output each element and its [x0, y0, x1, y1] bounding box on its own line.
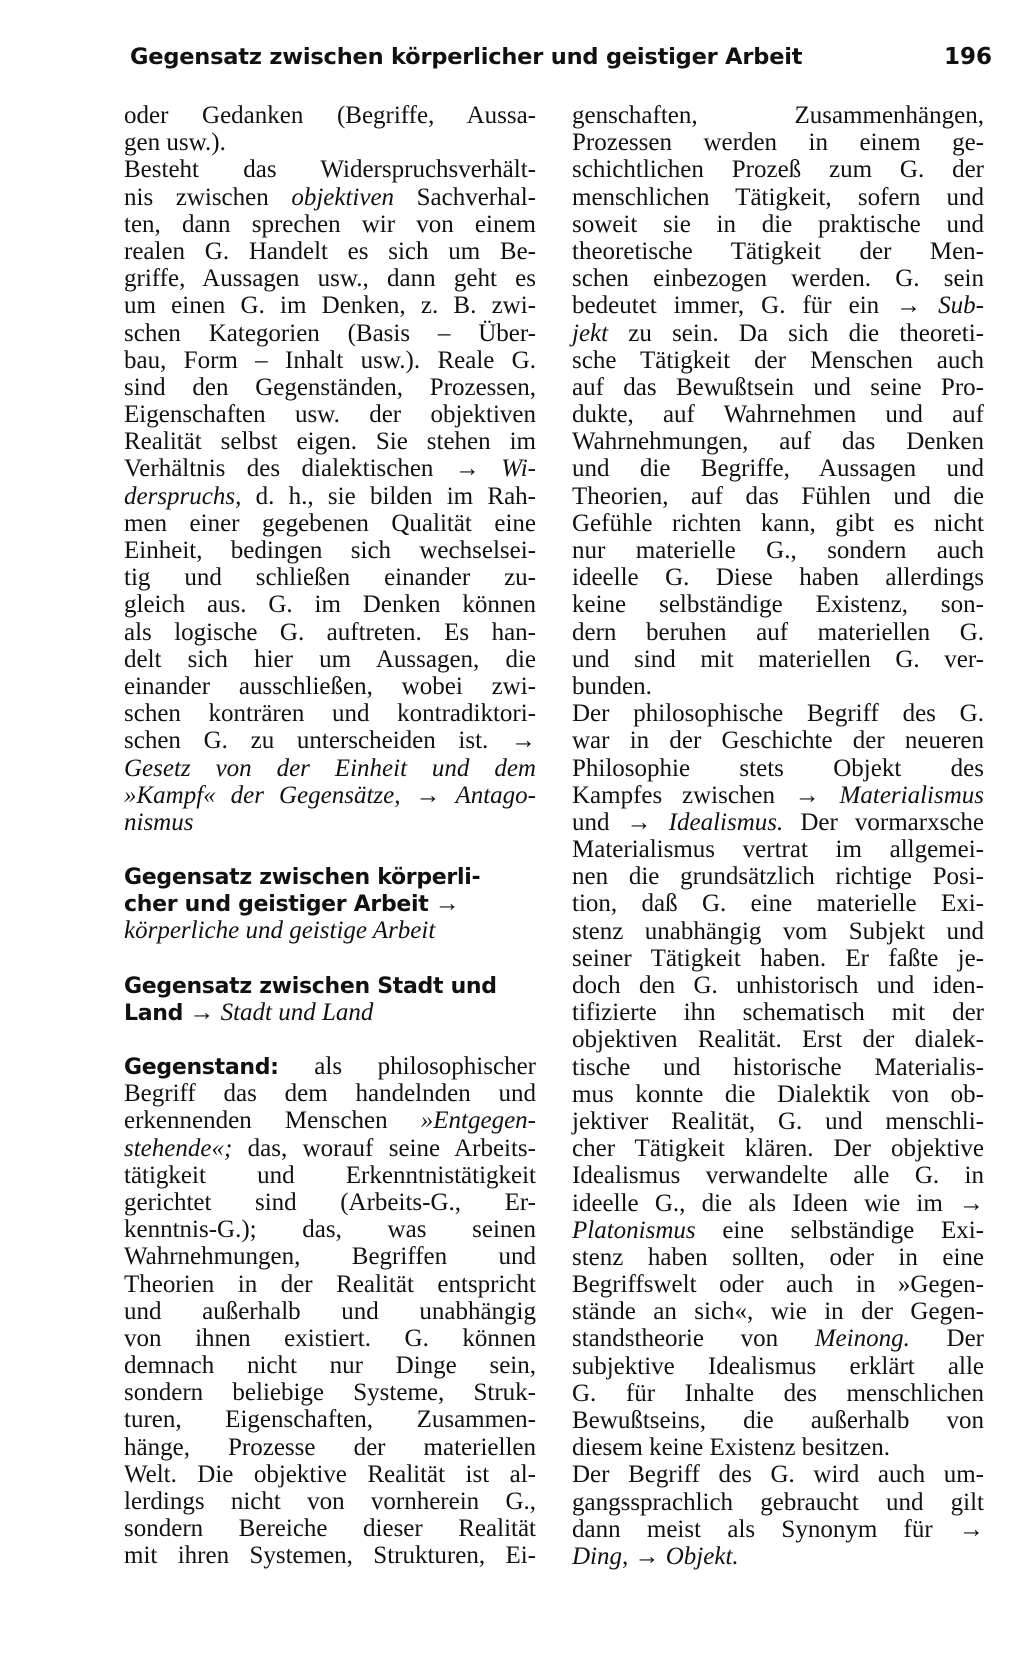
text-line: gangssprachlich gebraucht und gilt [572, 1488, 984, 1516]
entry-gap [124, 1026, 536, 1053]
text-line: Begriffswelt oder auch in »Gegen- [572, 1271, 984, 1299]
text-line: gerichtet sind (Arbeits-G., Er- [124, 1188, 536, 1216]
text-line: tische und historische Materialis- [572, 1053, 984, 1081]
text-line: nismus [124, 808, 194, 836]
text-line: stehende«; das, worauf seine Arbeits- [124, 1134, 536, 1162]
page-number: 196 [943, 44, 992, 70]
text-line: Einheit, bedingen sich wechselsei- [124, 537, 536, 564]
text-line: auf das Bewußtsein und seine Pro- [572, 373, 984, 401]
text-line: Prozessen werden in einem ge- [572, 129, 984, 157]
entry-headword [124, 863, 536, 890]
text-line: standstheorie von Meinong. Der [572, 1325, 984, 1353]
text-line: und außerhalb und unabhängig [124, 1297, 536, 1325]
text-line: Wahrnehmungen, auf das Denken [572, 428, 984, 456]
text-line: Realität selbst eigen. Sie stehen im [124, 428, 536, 456]
text-line: Gefühle richten kann, gibt es nicht [572, 509, 984, 537]
text-line: G. für Inhalte des menschlichen [572, 1379, 984, 1407]
text-line: derspruchs, d. h., sie bilden im Rah- [124, 482, 536, 510]
entry-headword [124, 972, 536, 999]
text-line: delt sich hier um Aussagen, die [124, 645, 536, 673]
text-line: bedeutet immer, G. für ein → Sub- [572, 292, 984, 320]
text-line: sche Tätigkeit der Menschen auch [572, 346, 984, 374]
text-line: Theorien, auf das Fühlen und die [572, 482, 984, 510]
cross-reference-link[interactable]: körperliche und geistige Arbeit [124, 917, 436, 945]
text-line: Ding, → Objekt. [572, 1542, 739, 1570]
headword-text: cher und geistiger Arbeit [124, 892, 429, 918]
text-line: Der philosophische Begriff des G. [572, 700, 984, 728]
text-line: tifizierte ihn schematisch mit der [572, 999, 984, 1027]
entry-headword-cont [124, 890, 536, 917]
entry-headword [124, 1053, 536, 1080]
text-line: sind den Gegenständen, Prozessen, [124, 373, 536, 401]
text-line: stenz unabhängig vom Subjekt und [572, 917, 984, 945]
text-line: Kampfes zwischen → Materialismus [572, 781, 984, 809]
text-line: lerdings nicht von vornherein G., [124, 1488, 536, 1515]
text-line: schen konträren und kontradiktori- [124, 700, 536, 728]
arrow-icon: → [189, 998, 215, 1026]
text-line: tätigkeit und Erkenntnistätigkeit [124, 1161, 536, 1189]
text-line: ten, dann sprechen wir von einem [124, 210, 536, 238]
text-line: um einen G. im Denken, z. B. zwi- [124, 292, 536, 320]
text-line: bau, Form – Inhalt usw.). Reale G. [124, 346, 536, 374]
text-line: Philosophie stets Objekt des [572, 754, 984, 782]
text-line: genschaften, Zusammenhängen, [572, 102, 984, 129]
text-line: dern beruhen auf materiellen G. [572, 618, 984, 646]
text-line: soweit sie in die praktische und [572, 210, 984, 238]
left-column [124, 102, 536, 1570]
text-line: und die Begriffe, Aussagen und [572, 455, 984, 483]
text-line: jekt zu sein. Da sich die theoreti- [572, 319, 984, 347]
text-line: kenntnis-G.); das, was seinen [124, 1216, 536, 1244]
text-line: Besteht das Widerspruchsverhält- [124, 156, 536, 184]
text-line: keine selbständige Existenz, son- [572, 591, 984, 619]
text-line: schen Kategorien (Basis – Über- [124, 319, 536, 347]
text-line: ideelle G., die als Ideen wie im → [572, 1189, 984, 1217]
entry-headword-cont [124, 999, 536, 1026]
text-line: gleich aus. G. im Denken können [124, 591, 536, 619]
text-line: oder Gedanken (Begriffe, Aussa- [124, 102, 536, 129]
text-fragment: als philosophischer [314, 1053, 536, 1080]
headword-text: Land [124, 1000, 184, 1026]
text-line: turen, Eigenschaften, Zusammen- [124, 1406, 536, 1434]
entry-gap [124, 836, 536, 863]
text-line: diesem keine Existenz besitzen. [572, 1434, 890, 1462]
text-line: von ihnen existiert. G. können [124, 1324, 536, 1352]
headword-text: Gegensatz zwischen Stadt und [124, 973, 497, 999]
headword-text: Gegenstand: [124, 1055, 279, 1080]
text-line: Gesetz von der Einheit und dem [124, 754, 536, 782]
headword-text: Gegensatz zwischen körperli- [124, 865, 481, 891]
text-line: schen G. zu unterscheiden ist. → [124, 727, 536, 755]
entry-gap [124, 945, 536, 972]
text-line: jektiver Realität, G. und menschli- [572, 1107, 984, 1135]
text-line: und sind mit materiellen G. ver- [572, 645, 984, 673]
text-line: Begriff das dem handelnden und [124, 1080, 536, 1108]
text-line: ideelle G. Diese haben allerdings [572, 564, 984, 592]
text-line: Bewußtseins, die außerhalb von [572, 1407, 984, 1434]
text-line: erkennenden Menschen »Entgegen- [124, 1107, 536, 1135]
text-line: demnach nicht nur Dinge sein, [124, 1352, 536, 1380]
running-title: Gegensatz zwischen körperlicher und geistiger Arbeit [130, 44, 803, 70]
text-line: dukte, auf Wahrnehmen und auf [572, 401, 984, 429]
text-line: Der Begriff des G. wird auch um- [572, 1461, 984, 1489]
text-line: tig und schließen einander zu- [124, 564, 536, 592]
text-line: und → Idealismus. Der vormarxsche [572, 808, 985, 836]
text-line: dann meist als Synonym für → [572, 1515, 984, 1543]
text-line: menschlichen Tätigkeit, sofern und [572, 183, 984, 211]
text-line: mit ihren Systemen, Strukturen, Ei- [124, 1542, 536, 1570]
text-line: war in der Geschichte der neueren [572, 727, 984, 755]
text-line: seiner Tätigkeit haben. Er faßte je- [572, 944, 984, 972]
entry-reference-line [124, 917, 536, 944]
text-line: Materialismus vertrat im allgemei- [572, 836, 984, 864]
text-line: schichtlichen Prozeß zum G. der [572, 156, 984, 184]
text-line: men einer gegebenen Qualität eine [124, 509, 536, 537]
text-line: Welt. Die objektive Realität ist al- [124, 1460, 536, 1488]
text-line: schen einbezogen werden. G. sein [572, 265, 984, 293]
text-line: Wahrnehmungen, Begriffen und [124, 1243, 536, 1271]
text-line: realen G. Handelt es sich um Be- [124, 237, 536, 265]
text-line: doch den G. unhistorisch und iden- [572, 972, 984, 999]
text-line: Verhältnis des dialektischen → Wi- [124, 455, 536, 483]
text-line: sondern beliebige Systeme, Struk- [124, 1379, 536, 1407]
text-line: als logische G. auftreten. Es han- [124, 618, 536, 646]
text-line: stände an sich«, wie in der Gegen- [572, 1298, 984, 1326]
text-line: nen die grundsätzlich richtige Posi- [572, 863, 984, 891]
text-line: stenz haben sollten, oder in eine [572, 1243, 984, 1271]
text-line: »Kampf« der Gegensätze, → Antago- [124, 781, 537, 809]
text-line: subjektive Idealismus erklärt alle [572, 1352, 984, 1380]
text-line: Theorien in der Realität entspricht [124, 1270, 536, 1298]
text-line: sondern Bereiche dieser Realität [124, 1515, 536, 1543]
text-line: bunden. [572, 672, 652, 700]
text-line: Idealismus verwandelte alle G. in [572, 1162, 984, 1190]
right-column [572, 102, 984, 1570]
text-line: hänge, Prozesse der materiellen [124, 1433, 536, 1461]
text-line: theoretische Tätigkeit der Men- [572, 237, 984, 265]
arrow-icon: → [434, 890, 460, 918]
running-header [130, 44, 992, 80]
text-line: objektiven Realität. Erst der dialek- [572, 1026, 984, 1054]
text-line: mus konnte die Dialektik von ob- [572, 1080, 984, 1108]
text-line: griffe, Aussagen usw., dann geht es [124, 265, 536, 293]
text-line: einander ausschließen, wobei zwi- [124, 672, 536, 700]
text-line: nis zwischen objektiven Sachverhal- [124, 183, 536, 211]
text-line: Eigenschaften usw. der objektiven [124, 401, 536, 429]
text-line: nur materielle G., sondern auch [572, 537, 984, 564]
text-line: gen usw.). [124, 129, 226, 157]
text-line: cher Tätigkeit klären. Der objektive [572, 1135, 984, 1163]
cross-reference-link[interactable]: Stadt und Land [220, 998, 374, 1026]
text-line: tion, daß G. eine materielle Exi- [572, 890, 984, 918]
text-line: Platonismus eine selbständige Exi- [572, 1216, 984, 1244]
